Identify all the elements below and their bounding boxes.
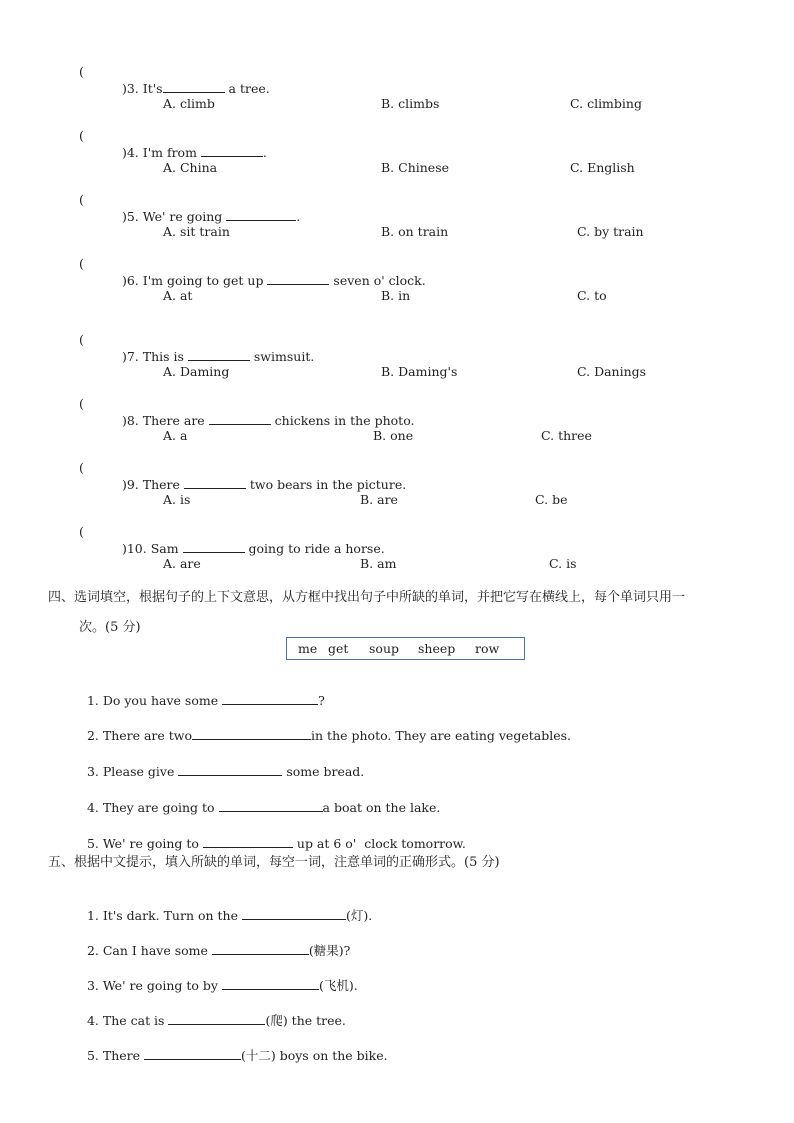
section-4-title: 四、选词填空，根据句子的上下文意思，从方框中找出句子中所缺的单词，并把它写在横线上，每个单词只用一 bbox=[48, 590, 686, 605]
option-a: A. China bbox=[163, 160, 218, 175]
question-text-pre: Sam bbox=[150, 541, 183, 556]
item-text-pre: 2. Can I have some bbox=[86, 943, 212, 958]
question-4 bbox=[114, 128, 267, 161]
answer-blank[interactable] bbox=[242, 907, 346, 920]
item-text-pre: 5. We' re going to bbox=[86, 836, 203, 851]
question-text-post: . bbox=[262, 145, 267, 160]
question-text-post: . bbox=[296, 209, 301, 224]
question-number: )8. bbox=[121, 413, 139, 428]
question-number: )3. bbox=[121, 81, 139, 96]
answer-paren: ( bbox=[79, 64, 84, 79]
answer-paren: ( bbox=[79, 396, 84, 411]
question-6 bbox=[114, 256, 426, 289]
word-option: sheep bbox=[418, 641, 456, 656]
item-text-pre: 5. There bbox=[86, 1048, 144, 1063]
item-text-post: (飞机). bbox=[318, 978, 358, 993]
option-a: A. at bbox=[163, 288, 193, 303]
word-option: me bbox=[298, 641, 318, 656]
answer-paren: ( bbox=[79, 256, 84, 271]
question-8 bbox=[114, 396, 414, 429]
question-number: )7. bbox=[121, 349, 139, 364]
answer-paren: ( bbox=[79, 192, 84, 207]
question-number: )6. bbox=[121, 273, 139, 288]
word-box bbox=[286, 637, 525, 660]
hint-item-4 bbox=[79, 996, 346, 1029]
hint-item-5 bbox=[79, 1031, 388, 1064]
answer-paren: ( bbox=[79, 524, 84, 539]
hint-item-2 bbox=[79, 926, 350, 959]
section-5-title: 五、根据中文提示，填入所缺的单词，每空一词，注意单词的正确形式。(5 分) bbox=[48, 855, 500, 870]
item-text-pre: 2. There are two bbox=[86, 728, 193, 743]
option-a: A. a bbox=[163, 428, 188, 443]
answer-blank[interactable] bbox=[168, 1012, 265, 1025]
question-text-pre: There are bbox=[142, 413, 209, 428]
fill-item-3 bbox=[79, 747, 364, 780]
answer-blank[interactable] bbox=[222, 977, 319, 990]
question-number: )4. bbox=[121, 145, 139, 160]
question-10 bbox=[114, 524, 385, 557]
question-text-post: two bears in the picture. bbox=[245, 477, 407, 492]
option-a: A. Daming bbox=[163, 364, 230, 379]
question-number: )5. bbox=[121, 209, 139, 224]
question-text-post: chickens in the photo. bbox=[270, 413, 415, 428]
question-text-post: seven o' clock. bbox=[329, 273, 426, 288]
word-option: row bbox=[475, 641, 500, 656]
fill-item-2 bbox=[79, 711, 571, 744]
answer-blank[interactable] bbox=[267, 272, 329, 285]
item-text-post: in the photo. They are eating vegetables. bbox=[311, 728, 571, 743]
option-b: B. are bbox=[360, 492, 398, 507]
option-a: A. sit train bbox=[163, 224, 230, 239]
item-text-post: (十二) boys on the bike. bbox=[240, 1048, 388, 1063]
option-c: C. three bbox=[541, 428, 592, 443]
question-3 bbox=[114, 64, 270, 97]
question-number: )10. bbox=[121, 541, 147, 556]
option-a: A. is bbox=[163, 492, 191, 507]
option-b: B. am bbox=[360, 556, 397, 571]
word-option: get bbox=[328, 641, 349, 656]
option-b: B. climbs bbox=[381, 96, 440, 111]
question-text-pre: It's bbox=[142, 81, 163, 96]
item-text-pre: 3. We' re going to by bbox=[86, 978, 222, 993]
answer-blank[interactable] bbox=[226, 208, 296, 221]
item-text-pre: 1. It's dark. Turn on the bbox=[86, 908, 242, 923]
option-c: C. by train bbox=[577, 224, 644, 239]
option-c: C. is bbox=[549, 556, 577, 571]
answer-blank[interactable] bbox=[178, 763, 282, 776]
answer-blank[interactable] bbox=[183, 540, 245, 553]
option-b: B. on train bbox=[381, 224, 449, 239]
item-text-post: up at 6 o' clock tomorrow. bbox=[292, 836, 466, 851]
question-text-post: a tree. bbox=[224, 81, 270, 96]
answer-blank[interactable] bbox=[222, 692, 318, 705]
question-text-pre: There bbox=[142, 477, 184, 492]
fill-item-1 bbox=[79, 676, 325, 709]
fill-item-5 bbox=[79, 819, 466, 852]
option-a: A. are bbox=[163, 556, 201, 571]
question-text-pre: This is bbox=[142, 349, 188, 364]
question-text-post: swimsuit. bbox=[249, 349, 315, 364]
option-c: C. English bbox=[570, 160, 635, 175]
option-c: C. climbing bbox=[570, 96, 642, 111]
section-4-title-cont: 次。(5 分) bbox=[79, 620, 141, 635]
question-text-pre: I'm going to get up bbox=[142, 273, 268, 288]
item-text-post: ? bbox=[318, 693, 325, 708]
option-b: B. in bbox=[381, 288, 411, 303]
word-option: soup bbox=[369, 641, 399, 656]
answer-paren: ( bbox=[79, 332, 84, 347]
answer-blank[interactable] bbox=[201, 144, 263, 157]
fill-item-4 bbox=[79, 783, 440, 816]
question-text-pre: We' re going bbox=[142, 209, 227, 224]
question-text-pre: I'm from bbox=[142, 145, 201, 160]
answer-blank[interactable] bbox=[144, 1047, 241, 1060]
answer-blank[interactable] bbox=[163, 80, 225, 93]
item-text-post: (爬) the tree. bbox=[265, 1013, 346, 1028]
option-b: B. Chinese bbox=[381, 160, 450, 175]
item-text-post: a boat on the lake. bbox=[322, 800, 441, 815]
option-b: B. one bbox=[373, 428, 414, 443]
hint-item-1 bbox=[79, 891, 372, 924]
question-number: )9. bbox=[121, 477, 139, 492]
item-text-pre: 3. Please give bbox=[86, 764, 179, 779]
item-text-post: (灯). bbox=[345, 908, 373, 923]
item-text-pre: 4. The cat is bbox=[86, 1013, 169, 1028]
option-c: C. be bbox=[535, 492, 568, 507]
question-5 bbox=[114, 192, 300, 225]
answer-paren: ( bbox=[79, 460, 84, 475]
answer-paren: ( bbox=[79, 128, 84, 143]
answer-blank[interactable] bbox=[184, 476, 246, 489]
answer-blank[interactable] bbox=[203, 835, 293, 848]
hint-item-3 bbox=[79, 961, 358, 994]
answer-blank[interactable] bbox=[212, 942, 309, 955]
answer-blank[interactable] bbox=[188, 348, 250, 361]
option-b: B. Daming's bbox=[381, 364, 458, 379]
item-text-pre: 4. They are going to bbox=[86, 800, 219, 815]
option-c: C. Danings bbox=[577, 364, 647, 379]
item-text-post: (糖果)? bbox=[308, 943, 351, 958]
option-a: A. climb bbox=[163, 96, 215, 111]
question-text-post: going to ride a horse. bbox=[244, 541, 385, 556]
question-9 bbox=[114, 460, 406, 493]
answer-blank[interactable] bbox=[219, 799, 323, 812]
answer-blank[interactable] bbox=[209, 412, 271, 425]
question-7 bbox=[114, 332, 314, 365]
item-text-post: some bread. bbox=[282, 764, 365, 779]
item-text-pre: 1. Do you have some bbox=[86, 693, 223, 708]
answer-blank[interactable] bbox=[192, 727, 311, 740]
option-c: C. to bbox=[577, 288, 607, 303]
